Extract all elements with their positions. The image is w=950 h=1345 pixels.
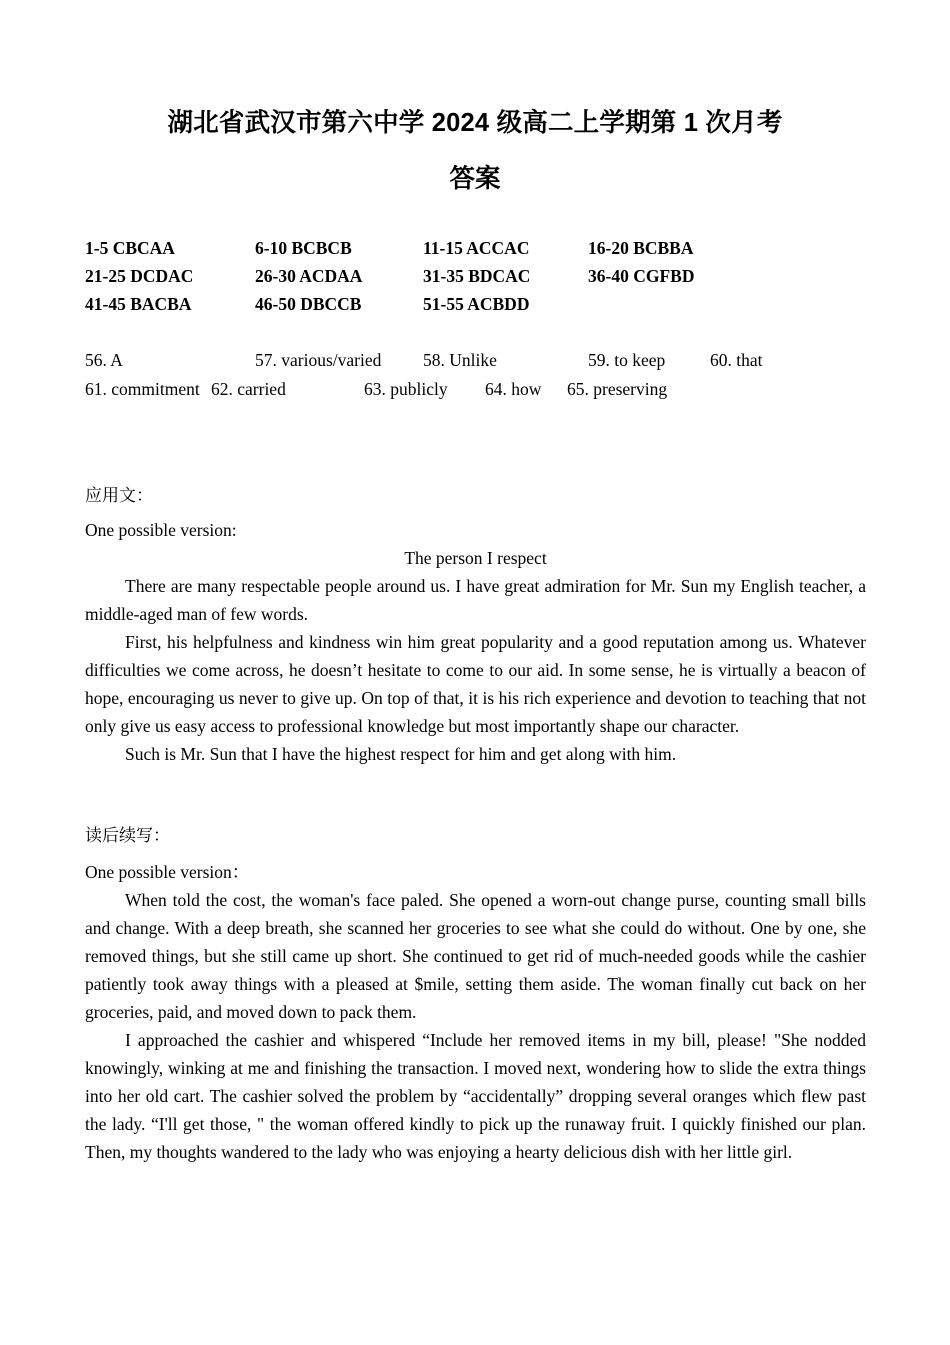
blank-answer-56: 56. A — [85, 350, 123, 370]
answer-key-row — [85, 266, 885, 294]
blank-answer-57: 57. various/varied — [255, 350, 382, 370]
answer-key-cell: 26-30 ACDAA — [255, 266, 363, 286]
answer-key-row — [85, 294, 885, 322]
blank-answer-65: 65. preserving — [567, 379, 668, 399]
blank-answers-row — [85, 379, 885, 408]
answer-key-cell: 51-55 ACBDD — [423, 294, 530, 314]
blank-answer-59: 59. to keep — [588, 350, 666, 370]
answer-key-cell: 16-20 BCBBA — [588, 238, 694, 258]
blank-answer-60: 60. that — [710, 350, 763, 370]
blank-answer-61: 61. commitment — [85, 379, 200, 399]
applied-writing-paragraph: There are many respectable people around us. I have great admiration for Mr. Sun my English teacher, a middle-aged man of few words. — [85, 576, 866, 624]
continuation-writing-heading: 读后续写： — [85, 826, 170, 845]
answer-key-row — [85, 238, 885, 266]
blank-answers-block — [85, 350, 885, 408]
answer-key-grid — [85, 238, 885, 322]
answer-key-cell: 11-15 ACCAC — [423, 238, 530, 258]
blank-answers-row — [85, 350, 885, 379]
continuation-writing-section — [85, 822, 866, 1166]
blank-answer-62: 62. carried — [211, 379, 286, 399]
answer-key-cell: 21-25 DCDAC — [85, 266, 194, 286]
continuation-writing-paragraph: I approached the cashier and whispered “Include her removed items in my bill, please! "She nodded knowingly, winking at me and finishing the transaction. I moved next, wondering how to slide the extra things into her old cart. The cashier solved the problem by “accidentally” dropping several oranges which flew past the lady. “I'll get those, " the woman offered kindly to pick up the runaway fruit. I quickly finished our plan. Then, my thoughts wandered to the lady who was enjoying a hearty delicious dish with her little girl. — [85, 1030, 866, 1162]
blank-answer-64: 64. how — [485, 379, 542, 399]
applied-writing-heading: 应用文： — [85, 486, 153, 505]
blank-answer-58: 58. Unlike — [423, 350, 497, 370]
answer-key-cell: 36-40 CGFBD — [588, 266, 695, 286]
answer-key-cell: 1-5 CBCAA — [85, 238, 175, 258]
page-title: 湖北省武汉市第六中学 2024 级高二上学期第 1 次月考 — [167, 109, 783, 137]
applied-writing-version-label: One possible version: — [85, 520, 237, 540]
answer-key-cell: 31-35 BDCAC — [423, 266, 531, 286]
applied-writing-paragraph: Such is Mr. Sun that I have the highest respect for him and get along with him. — [125, 744, 677, 764]
applied-writing-section — [85, 482, 866, 768]
applied-writing-essay-title: The person I respect — [404, 548, 547, 568]
answer-key-cell: 6-10 BCBCB — [255, 238, 352, 258]
page-subtitle: 答案 — [449, 165, 501, 193]
answer-key-cell: 46-50 DBCCB — [255, 294, 362, 314]
blank-answer-63: 63. publicly — [364, 379, 448, 399]
answer-key-cell: 41-45 BACBA — [85, 294, 192, 314]
continuation-writing-paragraph: When told the cost, the woman's face paled. She opened a worn-out change purse, counting small bills and change. With a deep breath, she scanned her groceries to see what she could do without. One by one, she removed things, but she still came up short. She continued to get rid of much-needed goods while the cashier patiently took away things with a pleased at $mile, setting them aside. The woman finally cut back on her groceries, paid, and moved down to pack them. — [85, 890, 866, 1022]
continuation-writing-version-label: One possible version： — [85, 862, 250, 882]
applied-writing-paragraph: First, his helpfulness and kindness win him great popularity and a good reputation among us. Whatever difficulties we come across, he doesn’t hesitate to come to our aid. In some sense, he is virtually a beacon of hope, encouraging us never to give up. On top of that, it is his rich experience and devotion to teaching that not only give us easy access to professional knowledge but most importantly shape our character. — [85, 632, 866, 736]
